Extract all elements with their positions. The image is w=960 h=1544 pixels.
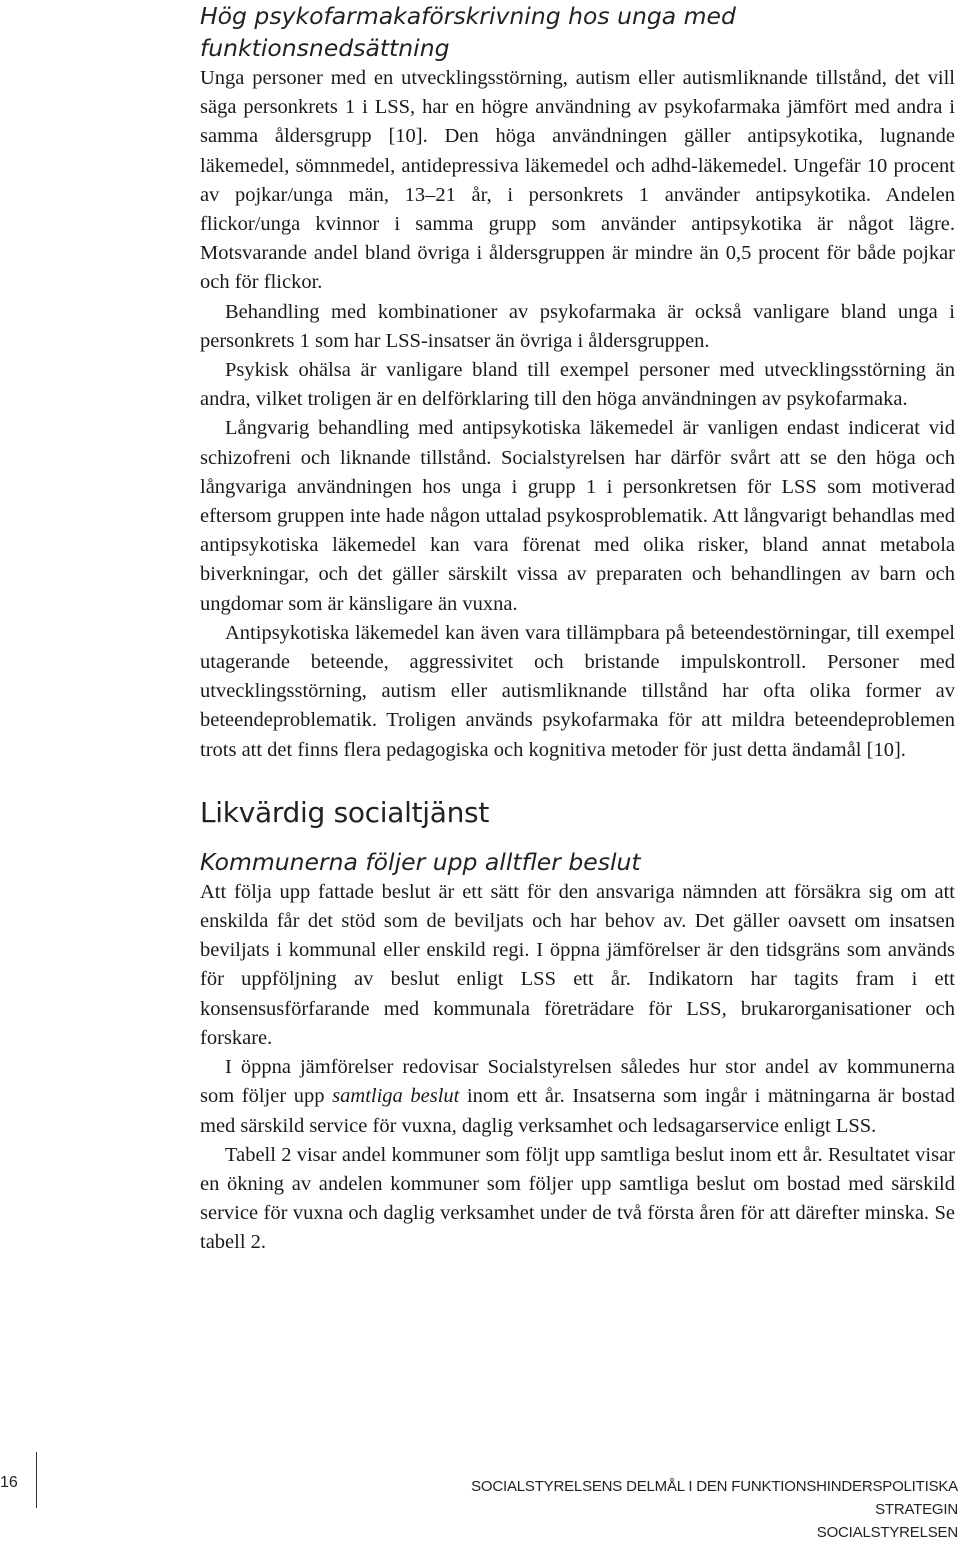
paragraph-text: I öppna jämförelser redovisar Socialstyrelsen således hur stor andel av kommunerna som följer upp <box>200 1056 955 1108</box>
section-heading-psykofarmaka: Hög psykofarmakaförskrivning hos unga med funktionsnedsättning <box>200 2 736 62</box>
paragraph: Att följa upp fattade beslut är ett sätt för den ansvariga nämnden att försäkra sig om att enskilda får det stöd som de beviljats och har behov av. Det gäller oavsett om insatsen beviljats i kommunal eller enskild regi. I öppna jämförelser är den tidsgräns som används för uppföljning av beslut enligt LSS ett år. Indikatorn har tagits fram i ett konsensusförfarande med kommunala företrädare för LSS, brukarorganisationer och forskare. <box>200 880 955 1049</box>
paragraph: Långvarig behandling med antipsykotiska läkemedel är vanligen endast indicerat vid schizofreni och liknande tillstånd. Socialstyrelsen har därför svårt att se den höga och långvariga användningen hos unga i grupp 1 i personkretsen för LSS som motiverad eftersom gruppen inte hade någon uttalad psykosproblematik. Att långvarigt behandlas med antipsykotiska läkemedel kan vara förenat med olika risker, bland annat metabola biverkningar, och det gäller särskilt vissa av preparaten och behandlingen av barn och ungdomar som är känsligare än vuxna. <box>200 417 955 615</box>
page-number: 16 <box>0 1474 18 1491</box>
footer-publication-title: SOCIALSTYRELSENS DELMÅL I DEN FUNKTIONSHINDERSPOLITISKA STRATEGIN <box>471 1478 958 1518</box>
paragraph: Unga personer med en utvecklingsstörning, autism eller autismliknande tillstånd, det vill säga personkrets 1 i LSS, har en högre användning av psykofarmaka jämfört med andra i samma åldersgrupp [10]. Den höga användningen gäller antipsykotika, lugnande läkemedel, sömnmedel, antidepressiva läkemedel och adhd-läkemedel. Ungefär 10 procent av pojkar/unga män, 13–21 år, i personkrets 1 använder antipsykotika. Andelen flickor/unga kvinnor i samma grupp som använder antipsykotika är något lägre. Motsvarande andel bland övriga i åldersgruppen är mindre än 0,5 procent för både pojkar och för flickor. <box>200 67 955 294</box>
footer-divider <box>36 1452 37 1508</box>
footer-publisher: SOCIALSTYRELSEN <box>816 1524 958 1541</box>
running-footer <box>398 1475 958 1544</box>
paragraph: Psykisk ohälsa är vanligare bland till exempel personer med utvecklingsstörning än andra, vilket troligen är en delförklaring till den höga användningen av psykofarmaka. <box>200 359 955 411</box>
paragraph: Antipsykotiska läkemedel kan även vara tillämpbara på beteendestörningar, till exempel utagerande beteende, aggressivitet och bristande impulskontroll. Personer med utvecklingsstörning, autism eller autismliknande tillstånd har ofta olika former av beteendeproblematik. Troligen används psykofarmaka för att mildra beteendeproblemen trots att det finns flera pedagogiska och kognitiva metoder för just detta ändamål [10]. <box>200 621 955 761</box>
page-content <box>200 0 955 1258</box>
paragraph: Behandling med kombinationer av psykofarmaka är också vanligare bland unga i personkrets 1 som har LSS-insatser än övriga i åldersgruppen. <box>200 300 955 352</box>
section-title: Likvärdig socialtjänst <box>200 795 490 829</box>
emphasis-text: samtliga beslut <box>332 1085 460 1108</box>
subsection-heading: Kommunerna följer upp alltfler beslut <box>200 847 641 876</box>
paragraph: Tabell 2 visar andel kommuner som följt upp samtliga beslut inom ett år. Resultatet visar en ökning av andelen kommuner som följer upp samtliga beslut om bostad med särskild service för vuxna och daglig verksamhet under de två första åren för att därefter minska. Se tabell 2. <box>200 1143 955 1254</box>
paragraph-text: inom ett år. Insatserna som ingår i mätningarna är bostad med särskild service för vuxna, daglig verksamhet och ledsagarservice enligt LSS. <box>200 1085 955 1137</box>
paragraph <box>200 1053 955 1141</box>
